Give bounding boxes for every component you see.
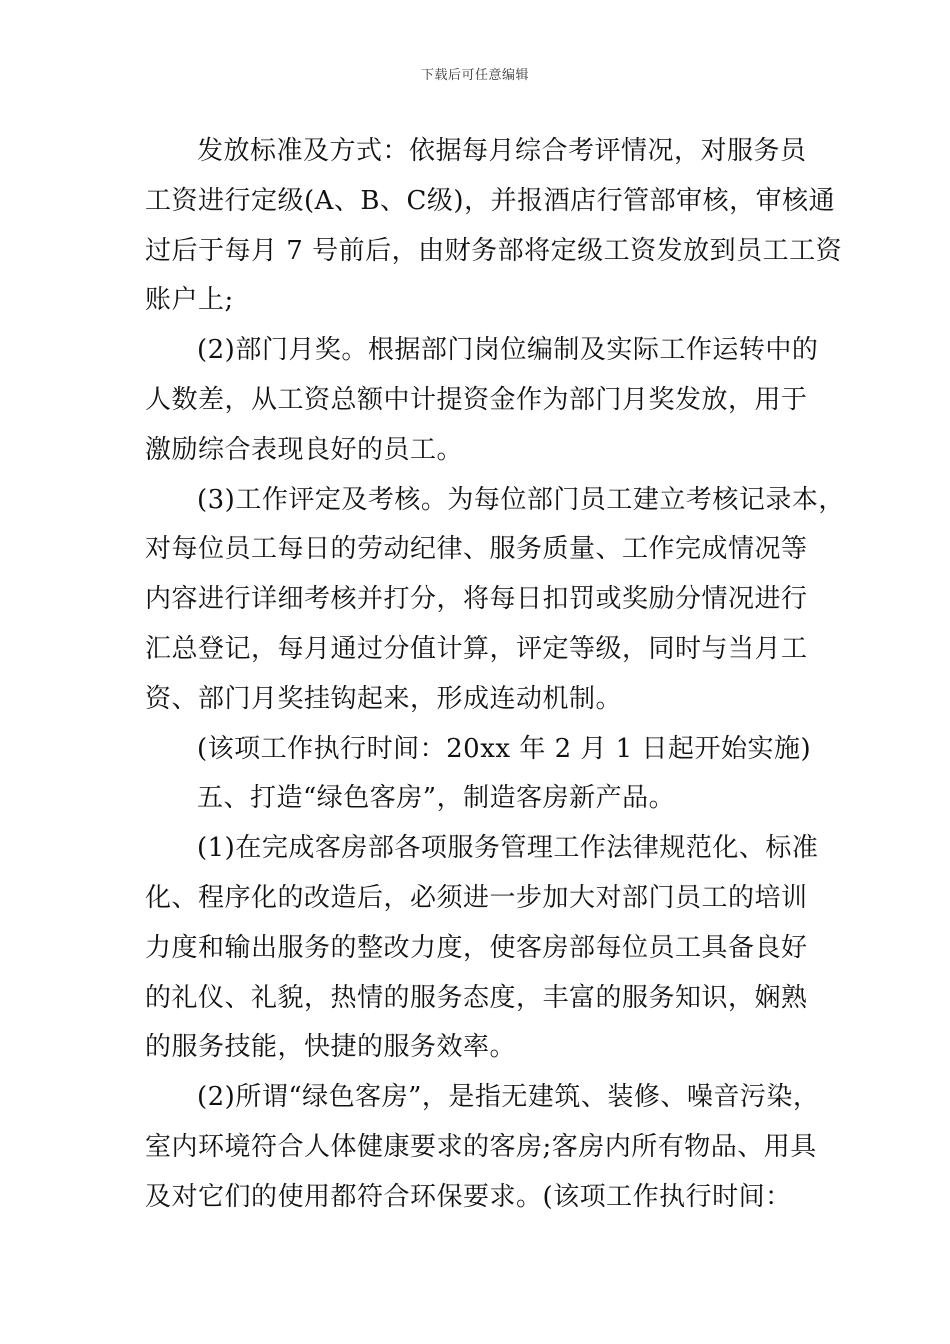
text-line: 人数差，从工资总额中计提资金作为部门月奖发放，用于: [145, 384, 808, 415]
text-line: 内容进行详细考核并打分，将每日扣罚或奖励分情况进行: [145, 584, 808, 615]
document-body: [145, 127, 845, 1223]
text-line: (1)在完成客房部各项服务管理工作法律规范化、标准: [197, 833, 819, 864]
text-line: 过后于每月 7 号前后，由财务部将定级工资发放到员工工资: [145, 235, 843, 266]
text-line: (2)所谓“绿色客房”，是指无建筑、装修、噪音污染，: [197, 1082, 820, 1113]
text-line: 工资进行定级(A、B、C级)，并报酒店行管部审核，审核通: [145, 185, 836, 216]
page-header: 下载后可任意编辑: [420, 68, 529, 83]
text-line: 的服务技能，快捷的服务效率。: [145, 1032, 517, 1063]
text-line: 发放标准及方式：依据每月综合考评情况，对服务员: [197, 136, 807, 166]
text-line: (该项工作执行时间：20xx 年 2 月 1 日起开始实施): [197, 733, 812, 764]
section-heading: 五、打造“绿色客房”，制造客房新产品。: [197, 783, 676, 814]
text-line: 激励综合表现良好的员工。: [145, 434, 464, 465]
text-line: (3)工作评定及考核。为每位部门员工建立考核记录本，: [197, 484, 845, 515]
text-line: 对每位员工每日的劳动纪律、服务质量、工作完成情况等: [145, 534, 808, 565]
text-line: 化、程序化的改造后，必须进一步加大对部门员工的培训: [145, 882, 808, 913]
text-line: 室内环境符合人体健康要求的客房;客房内所有物品、用具: [145, 1131, 817, 1162]
text-line: 资、部门月奖挂钩起来，形成连动机制。: [145, 683, 623, 714]
text-line: 力度和输出服务的整改力度，使客房部每位员工具备良好: [145, 932, 808, 963]
text-line: (2)部门月奖。根据部门岗位编制及实际工作运转中的: [197, 335, 819, 366]
text-line: 的礼仪、礼貌，热情的服务态度，丰富的服务知识，娴熟: [145, 982, 808, 1013]
text-line: 及对它们的使用都符合环保要求。(该项工作执行时间：: [145, 1181, 792, 1212]
text-line: 账户上;: [145, 285, 234, 316]
text-line: 汇总登记，每月通过分值计算，评定等级，同时与当月工: [145, 633, 808, 664]
